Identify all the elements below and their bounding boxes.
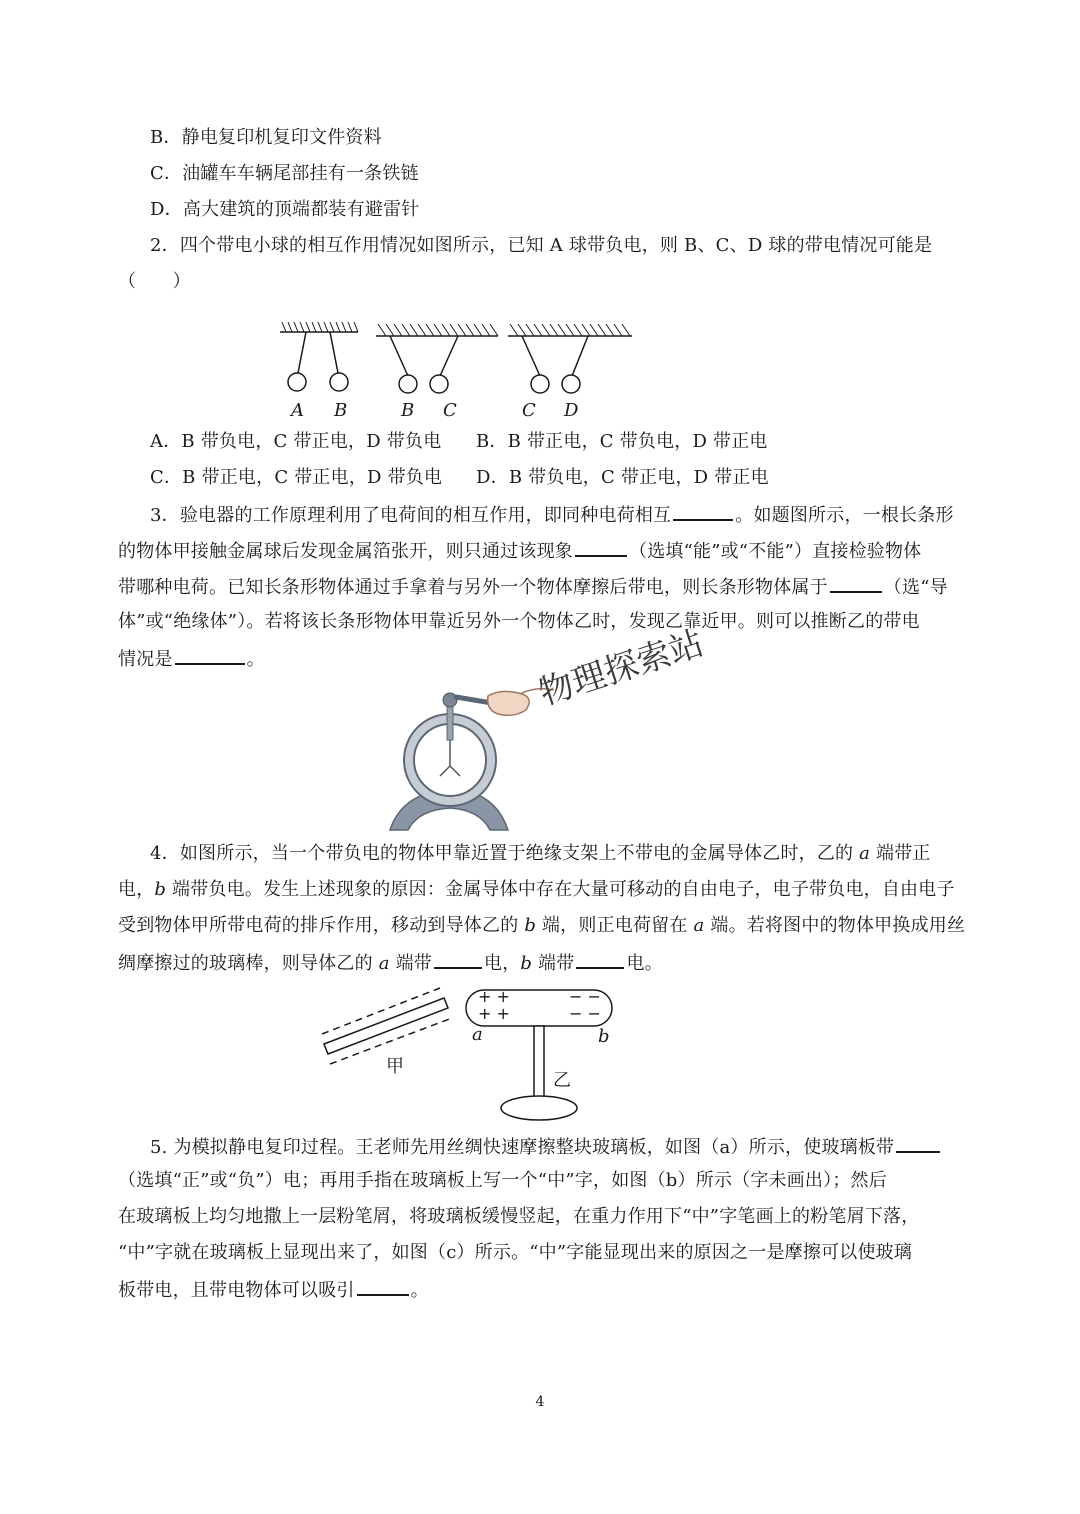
q3-line-3 <box>118 575 948 599</box>
q4-line-2 <box>118 879 955 901</box>
q3-blank-3[interactable] <box>830 575 882 593</box>
q4-text-4d: 端带 <box>532 953 575 974</box>
q3-text-1a: 3．验电器的工作原理利用了电荷间的相互作用，即同种电荷相互 <box>150 505 672 526</box>
watermark-text: 物理探索站 <box>534 623 709 714</box>
q3-blank-1[interactable] <box>673 503 733 521</box>
q4-line-1 <box>150 843 931 865</box>
q3-text-2b: （选填“能”或“不能”）直接检验物体 <box>629 541 922 562</box>
q4-text-1a: 4．如图所示，当一个带负电的物体甲靠近置于绝缘支架上不带电的金属导体乙时，乙的 <box>150 843 860 864</box>
q4-var-a-3: a <box>378 953 390 974</box>
q4-line-4 <box>118 951 663 975</box>
q2-answer-bracket: （ ） <box>118 271 191 292</box>
q3-blank-2[interactable] <box>575 539 627 557</box>
label-yi: 乙 <box>553 1070 571 1091</box>
q2-option-c: C．B 带正电，C 带正电，D 带负电 <box>150 467 443 488</box>
q5-line-3: 在玻璃板上均匀地撒上一层粉笔屑，将玻璃板缓慢竖起，在重力作用下“中”字笔画上的粉笔屑下落， <box>118 1206 920 1227</box>
minus-row-1: − − <box>569 987 601 1006</box>
q4-text-3b: 端，则正电荷留在 <box>536 915 694 936</box>
plus-row-1: + + <box>478 987 510 1006</box>
q2-option-a: A．B 带负电，C 带正电，D 带负电 <box>150 431 442 452</box>
q5-line-1 <box>150 1135 942 1159</box>
q2-pendulum-figure <box>270 318 650 398</box>
q4-blank-2[interactable] <box>576 951 624 969</box>
q4-var-b-2: b <box>524 915 537 936</box>
label-ball-c: C <box>443 400 457 421</box>
q3-text-5a: 情况是 <box>118 649 173 670</box>
q3-text-2a: 的物体甲接触金属球后发现金属箔张开，则只通过该现象 <box>118 541 573 562</box>
q3-line-1 <box>150 503 954 527</box>
q4-var-a-2: a <box>693 915 705 936</box>
q4-text-4c: 电， <box>484 953 521 974</box>
q3-blank-4[interactable] <box>175 647 245 665</box>
q3-line-2 <box>118 539 921 563</box>
q4-text-2a: 电， <box>118 879 155 900</box>
plus-row-2: + + <box>478 1004 510 1023</box>
q3-line-5 <box>118 647 265 671</box>
q1-option-c: C．油罐车车辆尾部挂有一条铁链 <box>150 163 419 184</box>
q4-text-1b: 端带正 <box>870 843 931 864</box>
q1-option-b: B．静电复印机复印文件资料 <box>150 127 382 148</box>
q5-blank-1[interactable] <box>896 1135 940 1153</box>
positive-charges <box>478 988 510 1022</box>
q3-line-4: 体”或“绝缘体”）。若将该长条形物体甲靠近另外一个物体乙时，发现乙靠近甲。则可以推断乙的带电 <box>118 611 920 632</box>
label-ball-b: B <box>334 400 348 421</box>
q5-blank-2[interactable] <box>357 1278 409 1296</box>
q5-text-5b: 。 <box>410 1280 429 1301</box>
q2-option-d: D．B 带负电，C 带正电，D 带正电 <box>476 467 769 488</box>
label-end-a: a <box>472 1024 483 1045</box>
q4-text-4b: 端带 <box>389 953 432 974</box>
q4-var-a-1: a <box>859 843 871 864</box>
q4-text-4a: 绸摩擦过的玻璃棒，则导体乙的 <box>118 953 379 974</box>
electroscope-figure <box>370 680 570 832</box>
q4-line-3 <box>118 915 965 937</box>
label-ball-c2: C <box>522 400 536 421</box>
q5-line-2: （选填“正”或“负”）电；再用手指在玻璃板上写一个“中”字，如图（b）所示（字未画出）；然后 <box>118 1170 887 1191</box>
q2-stem: 2．四个带电小球的相互作用情况如图所示，已知 A 球带负电，则 B、C、D 球的带电情况可能是 <box>150 235 933 256</box>
label-ball-a: A <box>291 400 304 421</box>
q4-var-b-3: b <box>520 953 533 974</box>
q3-text-3a: 带哪种电荷。已知长条形物体通过手拿着与另外一个物体摩擦后带电，则长条形物体属于 <box>118 577 828 598</box>
label-jia: 甲 <box>386 1056 404 1077</box>
q4-var-b-1: b <box>154 879 167 900</box>
q3-text-5b: 。 <box>246 649 265 670</box>
minus-row-2: − − <box>569 1004 601 1023</box>
q4-text-3c: 端。若将图中的物体甲换成用丝 <box>704 915 966 936</box>
q1-option-d: D．高大建筑的顶端都装有避雷针 <box>150 199 420 220</box>
negative-charges <box>569 988 601 1022</box>
q3-text-3b: （选“导 <box>883 577 948 598</box>
q5-text-5a: 板带电，且带电物体可以吸引 <box>118 1280 355 1301</box>
page-number: 4 <box>535 1394 545 1410</box>
q5-text-1a: 5. 为模拟静电复印过程。王老师先用丝绸快速摩擦整块玻璃板，如图（a）所示，使玻璃板带 <box>150 1137 895 1158</box>
q5-line-5 <box>118 1278 429 1302</box>
q4-text-4e: 电。 <box>626 953 663 974</box>
q4-blank-1[interactable] <box>434 951 482 969</box>
q2-option-b: B．B 带正电，C 带负电，D 带正电 <box>476 431 768 452</box>
q4-text-3a: 受到物体甲所带电荷的排斥作用，移动到导体乙的 <box>118 915 525 936</box>
q5-line-4: “中”字就在玻璃板上显现出来了，如图（c）所示。“中”字能显现出来的原因之一是摩擦可以使玻璃 <box>118 1242 913 1263</box>
label-ball-d: D <box>564 400 579 421</box>
q4-text-2b: 端带负电。发生上述现象的原因：金属导体中存在大量可移动的自由电子，电子带负电，自由电子 <box>166 879 955 900</box>
label-ball-b2: B <box>401 400 415 421</box>
q3-text-1b: 。如题图所示，一根长条形 <box>735 505 954 526</box>
label-end-b: b <box>598 1026 610 1047</box>
